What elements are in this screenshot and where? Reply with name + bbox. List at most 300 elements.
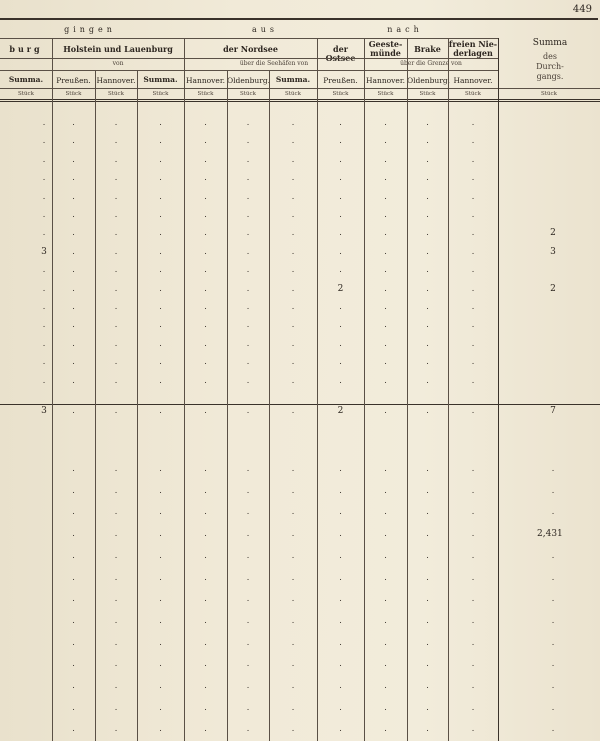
- cell-dot: .: [204, 136, 207, 146]
- cell-dot: .: [339, 572, 342, 582]
- cell-dot: .: [384, 507, 387, 517]
- col-head-hannover-1: Hannover.: [96, 76, 136, 85]
- cell-dot: .: [42, 283, 46, 293]
- cell-dot: .: [246, 246, 250, 256]
- cell-dot: .: [384, 265, 387, 275]
- label-von: von: [112, 60, 124, 67]
- cell-dot: .: [339, 246, 342, 256]
- cell-dot: .: [291, 702, 295, 712]
- cell-dot: .: [384, 406, 387, 415]
- cell-dot: .: [114, 375, 118, 385]
- cell-dot: .: [291, 210, 295, 219]
- col-head-preussen-2: Preußen.: [323, 76, 358, 85]
- cell-dot: .: [471, 615, 475, 625]
- cell-dot: .: [291, 154, 295, 164]
- cell-dot: .: [426, 724, 429, 734]
- cell-dot: .: [291, 572, 295, 582]
- cell-dot: .: [204, 210, 207, 219]
- cell-dot: .: [72, 485, 75, 495]
- column-rule: [269, 70, 270, 741]
- cell-dot: .: [384, 572, 387, 582]
- cell-dot: .: [159, 594, 162, 604]
- cell-dot: .: [42, 210, 46, 219]
- cell-dot: .: [246, 173, 250, 183]
- cell-dot: .: [471, 320, 475, 330]
- group-freien: freien Nie-derlagen: [448, 39, 498, 58]
- cell-dot: .: [114, 702, 118, 712]
- cell-dot: .: [159, 529, 162, 539]
- cell-dot: .: [426, 485, 429, 495]
- cell-dot: .: [159, 550, 162, 560]
- cell-dot: .: [204, 485, 207, 495]
- cell-dot: .: [339, 357, 342, 367]
- cell-dot: .: [246, 118, 250, 127]
- cell-dot: .: [246, 529, 250, 539]
- cell-dot: .: [291, 464, 295, 473]
- summa-head-4: gangs.: [536, 72, 564, 81]
- cell-dot: .: [471, 265, 475, 275]
- cell-dot: .: [426, 615, 429, 625]
- cell-dot: .: [246, 464, 250, 473]
- cell-dot: .: [114, 724, 118, 734]
- summa-head-2: des: [543, 52, 557, 61]
- cell-dot: .: [426, 302, 429, 311]
- cell-dot: .: [204, 550, 207, 560]
- cell-dot: .: [159, 118, 162, 127]
- cell-dot: .: [426, 594, 429, 604]
- row-total-value: 3: [550, 246, 556, 257]
- cell-dot: .: [204, 173, 207, 183]
- cell-dot: .: [159, 265, 162, 275]
- cell-dot: .: [339, 464, 342, 473]
- cell-dot: .: [72, 594, 75, 604]
- cell-dot: .: [291, 320, 295, 330]
- rule-total-top: [0, 404, 600, 405]
- cell-dot: .: [384, 529, 387, 539]
- col-head-hannover-2: Hannover.: [185, 76, 225, 85]
- cell-dot: .: [339, 320, 342, 330]
- cell-dot: .: [471, 572, 475, 582]
- cell-dot: .: [246, 136, 250, 146]
- cell-dot: .: [426, 320, 429, 330]
- cell-dot: .: [204, 118, 207, 127]
- column-rule: [448, 38, 449, 741]
- cell-dot: .: [42, 265, 46, 275]
- cell-dot: .: [246, 550, 250, 560]
- cell-dot: .: [471, 283, 475, 293]
- cell-dot: .: [339, 507, 342, 517]
- cell-dot: .: [72, 302, 75, 311]
- cell-dot: .: [339, 615, 342, 625]
- cell-dot: .: [471, 375, 475, 385]
- cell-dot: .: [159, 464, 162, 473]
- cell-dot: .: [204, 637, 207, 647]
- cell-dot: .: [246, 681, 250, 690]
- cell-value: 2: [337, 283, 344, 294]
- cell-dot: .: [291, 118, 295, 127]
- cell-dot: .: [72, 173, 75, 183]
- cell-dot: .: [384, 375, 387, 385]
- cell-dot: .: [72, 154, 75, 164]
- cell-dot: .: [246, 265, 250, 275]
- cell-dot: .: [471, 136, 475, 146]
- column-rule: [52, 38, 53, 741]
- cell-dot: .: [551, 572, 555, 582]
- cell-dot: .: [246, 637, 250, 647]
- cell-dot: .: [291, 507, 295, 517]
- cell-dot: .: [471, 724, 475, 734]
- cell-dot: .: [291, 246, 295, 256]
- grand-total-value: 7: [550, 406, 556, 416]
- unit-label: Stück: [465, 91, 481, 97]
- cell-dot: .: [72, 615, 75, 625]
- col-head-hannover-4: Hannover.: [453, 76, 493, 85]
- cell-dot: .: [426, 246, 429, 256]
- cell-dot: .: [246, 228, 250, 238]
- cell-dot: .: [246, 615, 250, 625]
- unit-label: Stück: [152, 91, 169, 97]
- cell-dot: .: [204, 507, 207, 517]
- row-total-value: 2,431: [537, 529, 563, 540]
- cell-dot: .: [246, 375, 250, 385]
- cell-dot: .: [72, 464, 75, 473]
- cell-dot: .: [204, 191, 207, 201]
- cell-dot: .: [42, 191, 46, 201]
- cell-dot: .: [72, 338, 75, 348]
- cell-dot: .: [384, 302, 387, 311]
- column-rule: [317, 38, 318, 741]
- cell-dot: .: [204, 154, 207, 164]
- cell-dot: .: [551, 507, 555, 517]
- cell-dot: .: [426, 283, 429, 293]
- cell-dot: .: [471, 406, 475, 415]
- cell-dot: .: [551, 681, 555, 690]
- header-verb-nach: nach: [387, 25, 423, 34]
- col-head-oldenburg-2: Oldenburg.: [407, 76, 451, 85]
- cell-dot: .: [291, 550, 295, 560]
- cell-dot: .: [72, 265, 75, 275]
- cell-dot: .: [246, 357, 250, 367]
- top-rule: [0, 18, 598, 20]
- cell-dot: .: [426, 702, 429, 712]
- group-brake: Brake: [414, 44, 441, 54]
- cell-dot: .: [246, 724, 250, 734]
- cell-value: 3: [41, 246, 47, 257]
- group-ostsee: der Ostsee: [325, 44, 356, 63]
- cell-dot: .: [159, 357, 162, 367]
- cell-dot: .: [384, 659, 387, 669]
- cell-dot: .: [471, 637, 475, 647]
- cell-dot: .: [204, 228, 207, 238]
- cell-dot: .: [384, 702, 387, 712]
- cell-dot: .: [471, 228, 475, 238]
- header-verb-gingen: gingen: [64, 25, 116, 34]
- cell-dot: .: [384, 118, 387, 127]
- cell-dot: .: [339, 154, 342, 164]
- cell-dot: .: [42, 136, 46, 146]
- group-holstein: Holstein und Lauenburg: [63, 44, 173, 54]
- cell-dot: .: [384, 246, 387, 256]
- cell-dot: .: [114, 118, 118, 127]
- cell-dot: .: [246, 406, 250, 415]
- cell-dot: .: [114, 302, 118, 311]
- cell-dot: .: [159, 485, 162, 495]
- cell-dot: .: [291, 136, 295, 146]
- col-head-summa-1: Summa.: [8, 75, 44, 84]
- cell-dot: .: [159, 210, 162, 219]
- cell-dot: .: [114, 228, 118, 238]
- cell-dot: .: [114, 572, 118, 582]
- cell-dot: .: [426, 406, 429, 415]
- column-rule: [227, 70, 228, 741]
- cell-dot: .: [246, 210, 250, 219]
- cell-dot: .: [291, 615, 295, 625]
- summa-head-1: Summa: [532, 38, 568, 48]
- cell-dot: .: [291, 637, 295, 647]
- cell-dot: .: [114, 173, 118, 183]
- cell-dot: .: [42, 338, 46, 348]
- cell-dot: .: [291, 283, 295, 293]
- cell-dot: .: [471, 191, 475, 201]
- cell-dot: .: [384, 485, 387, 495]
- cell-dot: .: [114, 357, 118, 367]
- cell-dot: .: [42, 228, 46, 238]
- cell-dot: .: [426, 265, 429, 275]
- cell-dot: .: [114, 529, 118, 539]
- cell-dot: .: [204, 529, 207, 539]
- cell-dot: .: [471, 550, 475, 560]
- cell-dot: .: [384, 228, 387, 238]
- col-head-hannover-3: Hannover.: [365, 76, 405, 85]
- cell-dot: .: [551, 659, 555, 669]
- cell-dot: .: [471, 246, 475, 256]
- cell-dot: .: [426, 136, 429, 146]
- cell-dot: .: [384, 681, 387, 690]
- unit-label: Stück: [377, 91, 394, 97]
- cell-dot: .: [551, 464, 555, 473]
- cell-dot: .: [471, 210, 475, 219]
- cell-dot: .: [246, 338, 250, 348]
- page-number: 449: [572, 4, 592, 15]
- cell-dot: .: [339, 302, 342, 311]
- cell-dot: .: [159, 406, 162, 415]
- col-head-oldenburg-1: Oldenburg.: [227, 76, 271, 85]
- cell-dot: .: [72, 724, 75, 734]
- cell-dot: .: [72, 357, 75, 367]
- cell-dot: .: [384, 357, 387, 367]
- cell-dot: .: [159, 338, 162, 348]
- cell-dot: .: [204, 320, 207, 330]
- cell-dot: .: [114, 464, 118, 473]
- cell-dot: .: [291, 529, 295, 539]
- row-total-value: 2: [550, 228, 556, 239]
- cell-dot: .: [384, 283, 387, 293]
- cell-dot: .: [246, 302, 250, 311]
- cell-dot: .: [426, 507, 429, 517]
- cell-dot: .: [204, 302, 207, 311]
- cell-dot: .: [384, 615, 387, 625]
- cell-dot: .: [426, 228, 429, 238]
- cell-dot: .: [204, 594, 207, 604]
- cell-dot: .: [246, 485, 250, 495]
- cell-dot: .: [384, 154, 387, 164]
- cell-dot: .: [159, 136, 162, 146]
- cell-dot: .: [291, 357, 295, 367]
- cell-dot: .: [339, 724, 342, 734]
- cell-dot: .: [471, 357, 475, 367]
- cell-dot: .: [339, 637, 342, 647]
- unit-label: Stück: [240, 91, 256, 97]
- cell-dot: .: [339, 485, 342, 495]
- cell-dot: .: [72, 136, 75, 146]
- cell-dot: .: [72, 637, 75, 647]
- cell-dot: .: [204, 572, 207, 582]
- cell-dot: .: [72, 702, 75, 712]
- cell-dot: .: [426, 154, 429, 164]
- cell-dot: .: [471, 507, 475, 517]
- cell-dot: .: [291, 724, 295, 734]
- cell-dot: .: [159, 173, 162, 183]
- cell-dot: .: [72, 320, 75, 330]
- cell-dot: .: [339, 265, 342, 275]
- cell-dot: .: [291, 173, 295, 183]
- cell-dot: .: [72, 529, 75, 539]
- group-burg: burg: [9, 44, 43, 54]
- cell-dot: .: [114, 485, 118, 495]
- cell-dot: .: [339, 191, 342, 201]
- cell-dot: .: [471, 485, 475, 495]
- rule-h2: [0, 58, 498, 59]
- cell-dot: .: [471, 338, 475, 348]
- cell-dot: .: [72, 246, 75, 256]
- cell-dot: .: [114, 210, 118, 219]
- cell-dot: .: [246, 702, 250, 712]
- cell-dot: .: [159, 637, 162, 647]
- cell-dot: .: [114, 246, 118, 256]
- cell-dot: .: [114, 406, 118, 415]
- cell-dot: .: [42, 375, 46, 385]
- cell-dot: .: [159, 228, 162, 238]
- cell-dot: .: [204, 681, 207, 690]
- cell-dot: .: [551, 637, 555, 647]
- cell-dot: .: [204, 246, 207, 256]
- unit-label: Stück: [285, 91, 301, 97]
- cell-dot: .: [471, 594, 475, 604]
- cell-dot: .: [471, 302, 475, 311]
- cell-dot: .: [246, 191, 250, 201]
- cell-dot: .: [471, 118, 475, 127]
- cell-dot: .: [426, 357, 429, 367]
- cell-dot: .: [159, 615, 162, 625]
- cell-dot: .: [204, 406, 207, 415]
- cell-dot: .: [471, 681, 475, 690]
- cell-dot: .: [384, 637, 387, 647]
- cell-dot: .: [426, 550, 429, 560]
- cell-dot: .: [42, 357, 46, 367]
- cell-dot: .: [114, 594, 118, 604]
- cell-dot: .: [159, 681, 162, 690]
- cell-dot: .: [291, 375, 295, 385]
- cell-dot: .: [42, 118, 46, 127]
- cell-dot: .: [291, 265, 295, 275]
- group-nordsee: der Nordsee: [223, 44, 278, 54]
- column-rule: [95, 70, 96, 741]
- cell-dot: .: [72, 118, 75, 127]
- cell-dot: .: [426, 637, 429, 647]
- cell-dot: .: [384, 136, 387, 146]
- column-rule: [498, 38, 499, 741]
- cell-dot: .: [384, 464, 387, 473]
- cell-dot: .: [384, 338, 387, 348]
- cell-dot: .: [471, 702, 475, 712]
- cell-dot: .: [246, 572, 250, 582]
- cell-dot: .: [246, 507, 250, 517]
- cell-dot: .: [114, 659, 118, 669]
- cell-dot: .: [72, 210, 75, 219]
- cell-dot: .: [114, 507, 118, 517]
- cell-dot: .: [114, 615, 118, 625]
- cell-dot: .: [72, 191, 75, 201]
- cell-dot: .: [159, 375, 162, 385]
- cell-dot: .: [42, 173, 46, 183]
- cell-dot: .: [339, 118, 342, 127]
- cell-dot: .: [426, 338, 429, 348]
- cell-dot: .: [246, 659, 250, 669]
- cell-dot: .: [291, 338, 295, 348]
- cell-dot: .: [159, 659, 162, 669]
- cell-dot: .: [339, 210, 342, 219]
- column-rule: [407, 38, 408, 741]
- cell-dot: .: [384, 550, 387, 560]
- cell-dot: .: [72, 572, 75, 582]
- cell-dot: .: [114, 550, 118, 560]
- cell-dot: .: [291, 681, 295, 690]
- cell-dot: .: [551, 594, 555, 604]
- cell-dot: .: [204, 724, 207, 734]
- cell-dot: .: [471, 529, 475, 539]
- cell-dot: .: [159, 154, 162, 164]
- column-rule: [364, 38, 365, 741]
- cell-dot: .: [204, 338, 207, 348]
- cell-dot: .: [114, 338, 118, 348]
- cell-dot: .: [72, 681, 75, 690]
- cell-dot: .: [114, 154, 118, 164]
- unit-label: Stück: [197, 91, 214, 97]
- cell-dot: .: [159, 320, 162, 330]
- cell-dot: .: [72, 228, 75, 238]
- cell-dot: .: [291, 191, 295, 201]
- cell-dot: .: [72, 375, 75, 385]
- row-total-value: 2: [550, 283, 556, 294]
- cell-dot: .: [204, 615, 207, 625]
- cell-dot: .: [339, 529, 342, 539]
- cell-dot: .: [246, 154, 250, 164]
- total-value: 2: [337, 406, 344, 416]
- cell-dot: .: [384, 320, 387, 330]
- cell-dot: .: [551, 550, 555, 560]
- cell-dot: .: [291, 302, 295, 311]
- cell-dot: .: [384, 191, 387, 201]
- cell-dot: .: [339, 338, 342, 348]
- cell-dot: .: [114, 265, 118, 275]
- cell-dot: .: [339, 659, 342, 669]
- cell-dot: .: [159, 302, 162, 311]
- cell-dot: .: [204, 702, 207, 712]
- label-ueber-grenze: über die Grenze von: [400, 60, 462, 67]
- cell-dot: .: [114, 637, 118, 647]
- cell-dot: .: [159, 507, 162, 517]
- cell-dot: .: [159, 572, 162, 582]
